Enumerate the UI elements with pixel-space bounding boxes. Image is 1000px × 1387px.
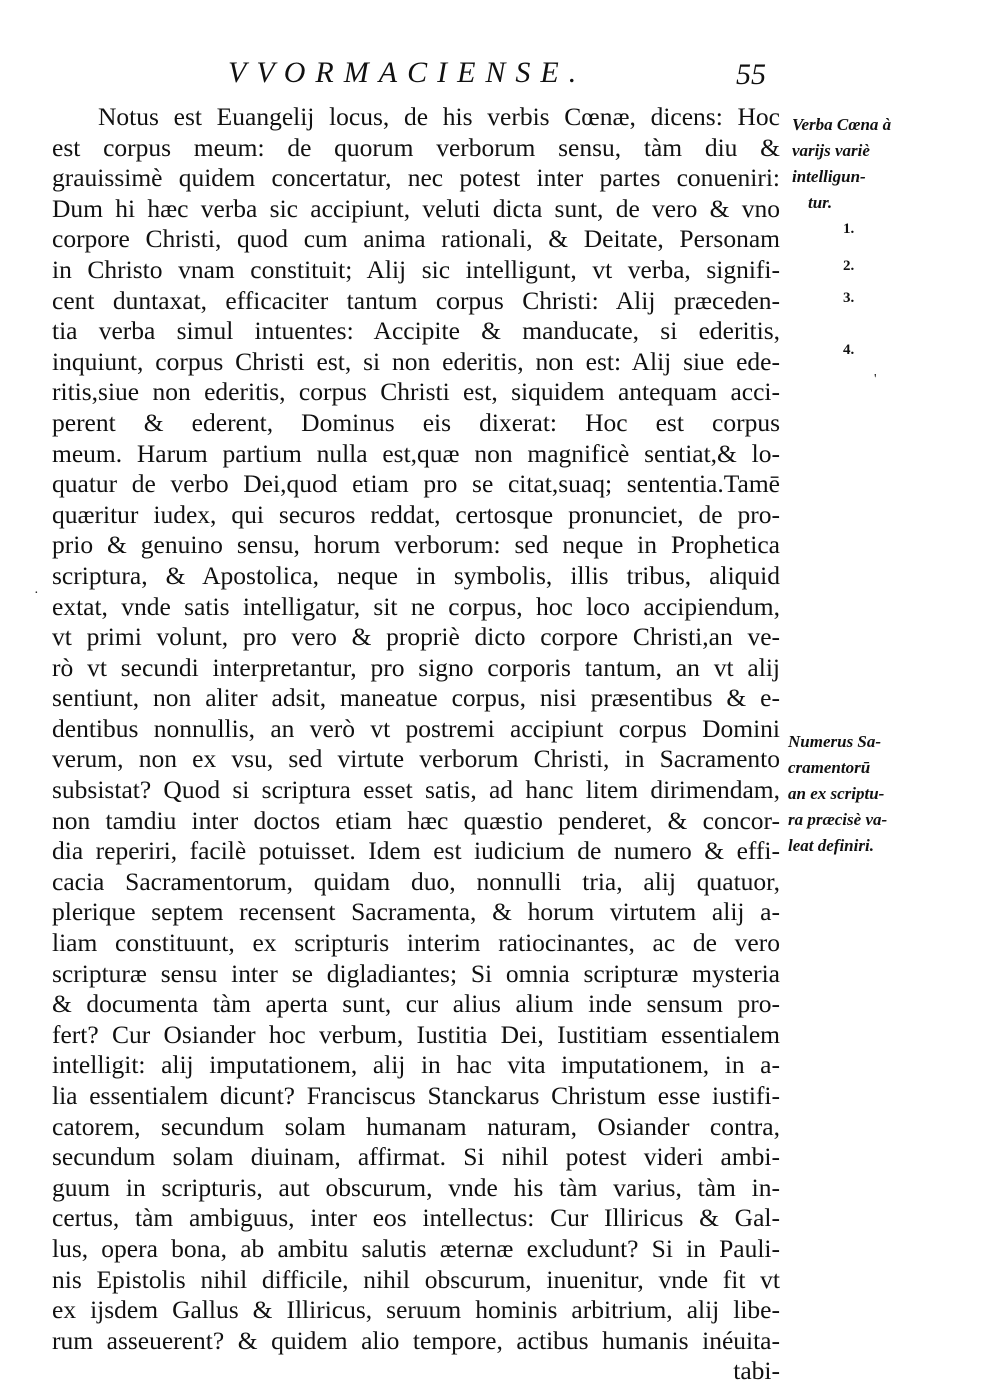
- text-line: sentiunt, non aliter adsit, maneatue corpus, nisi præsentibus & e-: [52, 683, 780, 713]
- text-line: rum asseuerent? & quidem alio tempore, actibus humanis inéuita-: [52, 1325, 780, 1355]
- text-line: in Christo vnam constituit; Alij sic intelligunt, vt verba, signifi-: [52, 254, 780, 284]
- margin-number: 2.: [843, 258, 855, 274]
- text-line: ex ijsdem Gallus & Illiricus, seruum hominis arbitrium, alij libe-: [52, 1295, 780, 1325]
- text-line: vt primi volunt, pro vero & propriè dicto corpore Christi,an ve-: [52, 622, 780, 652]
- text-line: cent duntaxat, efficaciter tantum corpus Christi: Alij præceden-: [52, 285, 780, 315]
- margin-number: 3.: [843, 290, 855, 306]
- text-line: certus, tàm ambiguus, inter eos intellectus: Cur Illiricus & Gal-: [52, 1203, 780, 1233]
- margin-note-line: an ex scriptu-: [788, 784, 885, 803]
- text-line: dia reperiri, facilè potuisset. Idem est iudicium de numero & effi-: [52, 836, 780, 866]
- text-line: meum. Harum partium nulla est,quæ non magnificè sentiat,& lo-: [52, 438, 780, 468]
- text-line: & documenta tàm aperta sunt, cur alius alium inde sensum pro-: [52, 989, 780, 1019]
- margin-number: 1.: [843, 221, 855, 237]
- text-line: corpore Christi, quod cum anima rationali, & Deitate, Personam: [52, 224, 780, 254]
- text-line: scriptura, & Apostolica, neque in symbolis, illis tribus, aliquid: [52, 560, 780, 590]
- margin-note-line: Verba Cœna à: [792, 115, 892, 134]
- running-head: VVORMACIENSE.: [228, 56, 587, 89]
- text-line: Notus est Euangelij locus, de his verbis Cœnæ, dicens: Hoc: [98, 102, 780, 131]
- text-line: secundum solam diuinam, affirmat. Si nihil potest videri ambi-: [52, 1142, 780, 1172]
- text-line: catorem, secundum solam humanam naturam, Osiander contra,: [52, 1111, 780, 1141]
- stray-mark: ': [874, 372, 877, 387]
- text-line: tia verba simul intuentes: Accipite & manducate, si ederitis,: [52, 316, 780, 346]
- margin-number: 4.: [843, 342, 855, 358]
- margin-note-line: Numerus Sa-: [788, 732, 882, 751]
- text-line: lia essentialem dicunt? Franciscus Stanckarus Christum esse iustifi-: [52, 1081, 780, 1110]
- text-line: non tamdiu inter doctos etiam hæc quæstio penderet, & concor-: [52, 805, 780, 835]
- text-line: Dum hi hæc verba sic accipiunt, veluti dicta sunt, de vero & vno: [52, 193, 780, 223]
- text-line: quatur de verbo Dei,quod etiam pro se citat,suaq; sententia.Tamē: [52, 469, 780, 499]
- text-line: fert? Cur Osiander hoc verbum, Iustitia Dei, Iustitiam essentialem: [52, 1019, 780, 1049]
- text-line: lus, opera bona, ab ambitu salutis æternæ excludunt? Si in Pauli-: [52, 1233, 780, 1263]
- text-line: ritis,siue non ederitis, corpus Christi est, siquidem antequam acci-: [52, 377, 780, 407]
- stray-mark: ·: [34, 586, 39, 601]
- text-line: dentibus nonnullis, an verò vt postremi accipiunt corpus Domini: [52, 713, 780, 743]
- text-line: subsistat? Quod si scriptura esset satis, ad hanc litem dirimendam,: [52, 775, 780, 805]
- text-line: verum, non ex vsu, sed virtute verborum Christi, in Sacramento: [52, 744, 780, 774]
- text-line: prio & genuino sensu, horum verborum: sed neque in Prophetica: [52, 530, 780, 560]
- text-line: perent & ederent, Dominus eis dixerat: Hoc est corpus: [52, 407, 780, 437]
- text-line: grauissimè quidem concertatur, nec potest inter partes conueniri:: [52, 163, 780, 193]
- text-line: scripturæ sensu inter se digladiantes; Si omnia scripturæ mysteria: [52, 958, 780, 988]
- margin-note-line: cramentorū: [788, 758, 871, 777]
- text-line: liam constituunt, ex scripturis interim ratiocinantes, ac de vero: [52, 928, 780, 958]
- margin-note-line: intelligun-: [792, 167, 866, 186]
- page-number: 55: [736, 58, 766, 91]
- text-line: est corpus meum: de quorum verborum sensu, tàm diu &: [52, 132, 780, 162]
- text-line: quæritur iudex, qui securos reddat, certosque pronunciet, de pro-: [52, 499, 780, 529]
- margin-note-line: tur.: [808, 193, 833, 212]
- text-line: cacia Sacramentorum, quidam duo, nonnulli tria, alij quatuor,: [52, 866, 780, 896]
- catchword: tabi-: [733, 1356, 780, 1386]
- margin-note-line: varijs variè: [792, 141, 870, 160]
- text-line: intelligit: alij imputationem, alij in hac vita imputationem, in a-: [52, 1050, 780, 1080]
- text-line: guum in scripturis, aut obscurum, vnde his tàm varius, tàm in-: [52, 1172, 780, 1202]
- text-line: nis Epistolis nihil difficile, nihil obscurum, inuenitur, vnde fit vt: [52, 1264, 780, 1294]
- text-line: plerique septem recensent Sacramenta, & horum virtutem alij a-: [52, 897, 780, 927]
- text-line: extat, vnde satis intelligatur, sit ne corpus, hoc loco accipiendum,: [52, 591, 780, 621]
- margin-note-line: leat definiri.: [788, 836, 874, 855]
- text-line: inquiunt, corpus Christi est, si non ederitis, non est: Alij siue ede-: [52, 346, 780, 376]
- margin-note-line: ra præcisè va-: [788, 810, 888, 829]
- text-line: rò vt secundi interpretantur, pro signo corporis tantum, an vt alij: [52, 652, 780, 682]
